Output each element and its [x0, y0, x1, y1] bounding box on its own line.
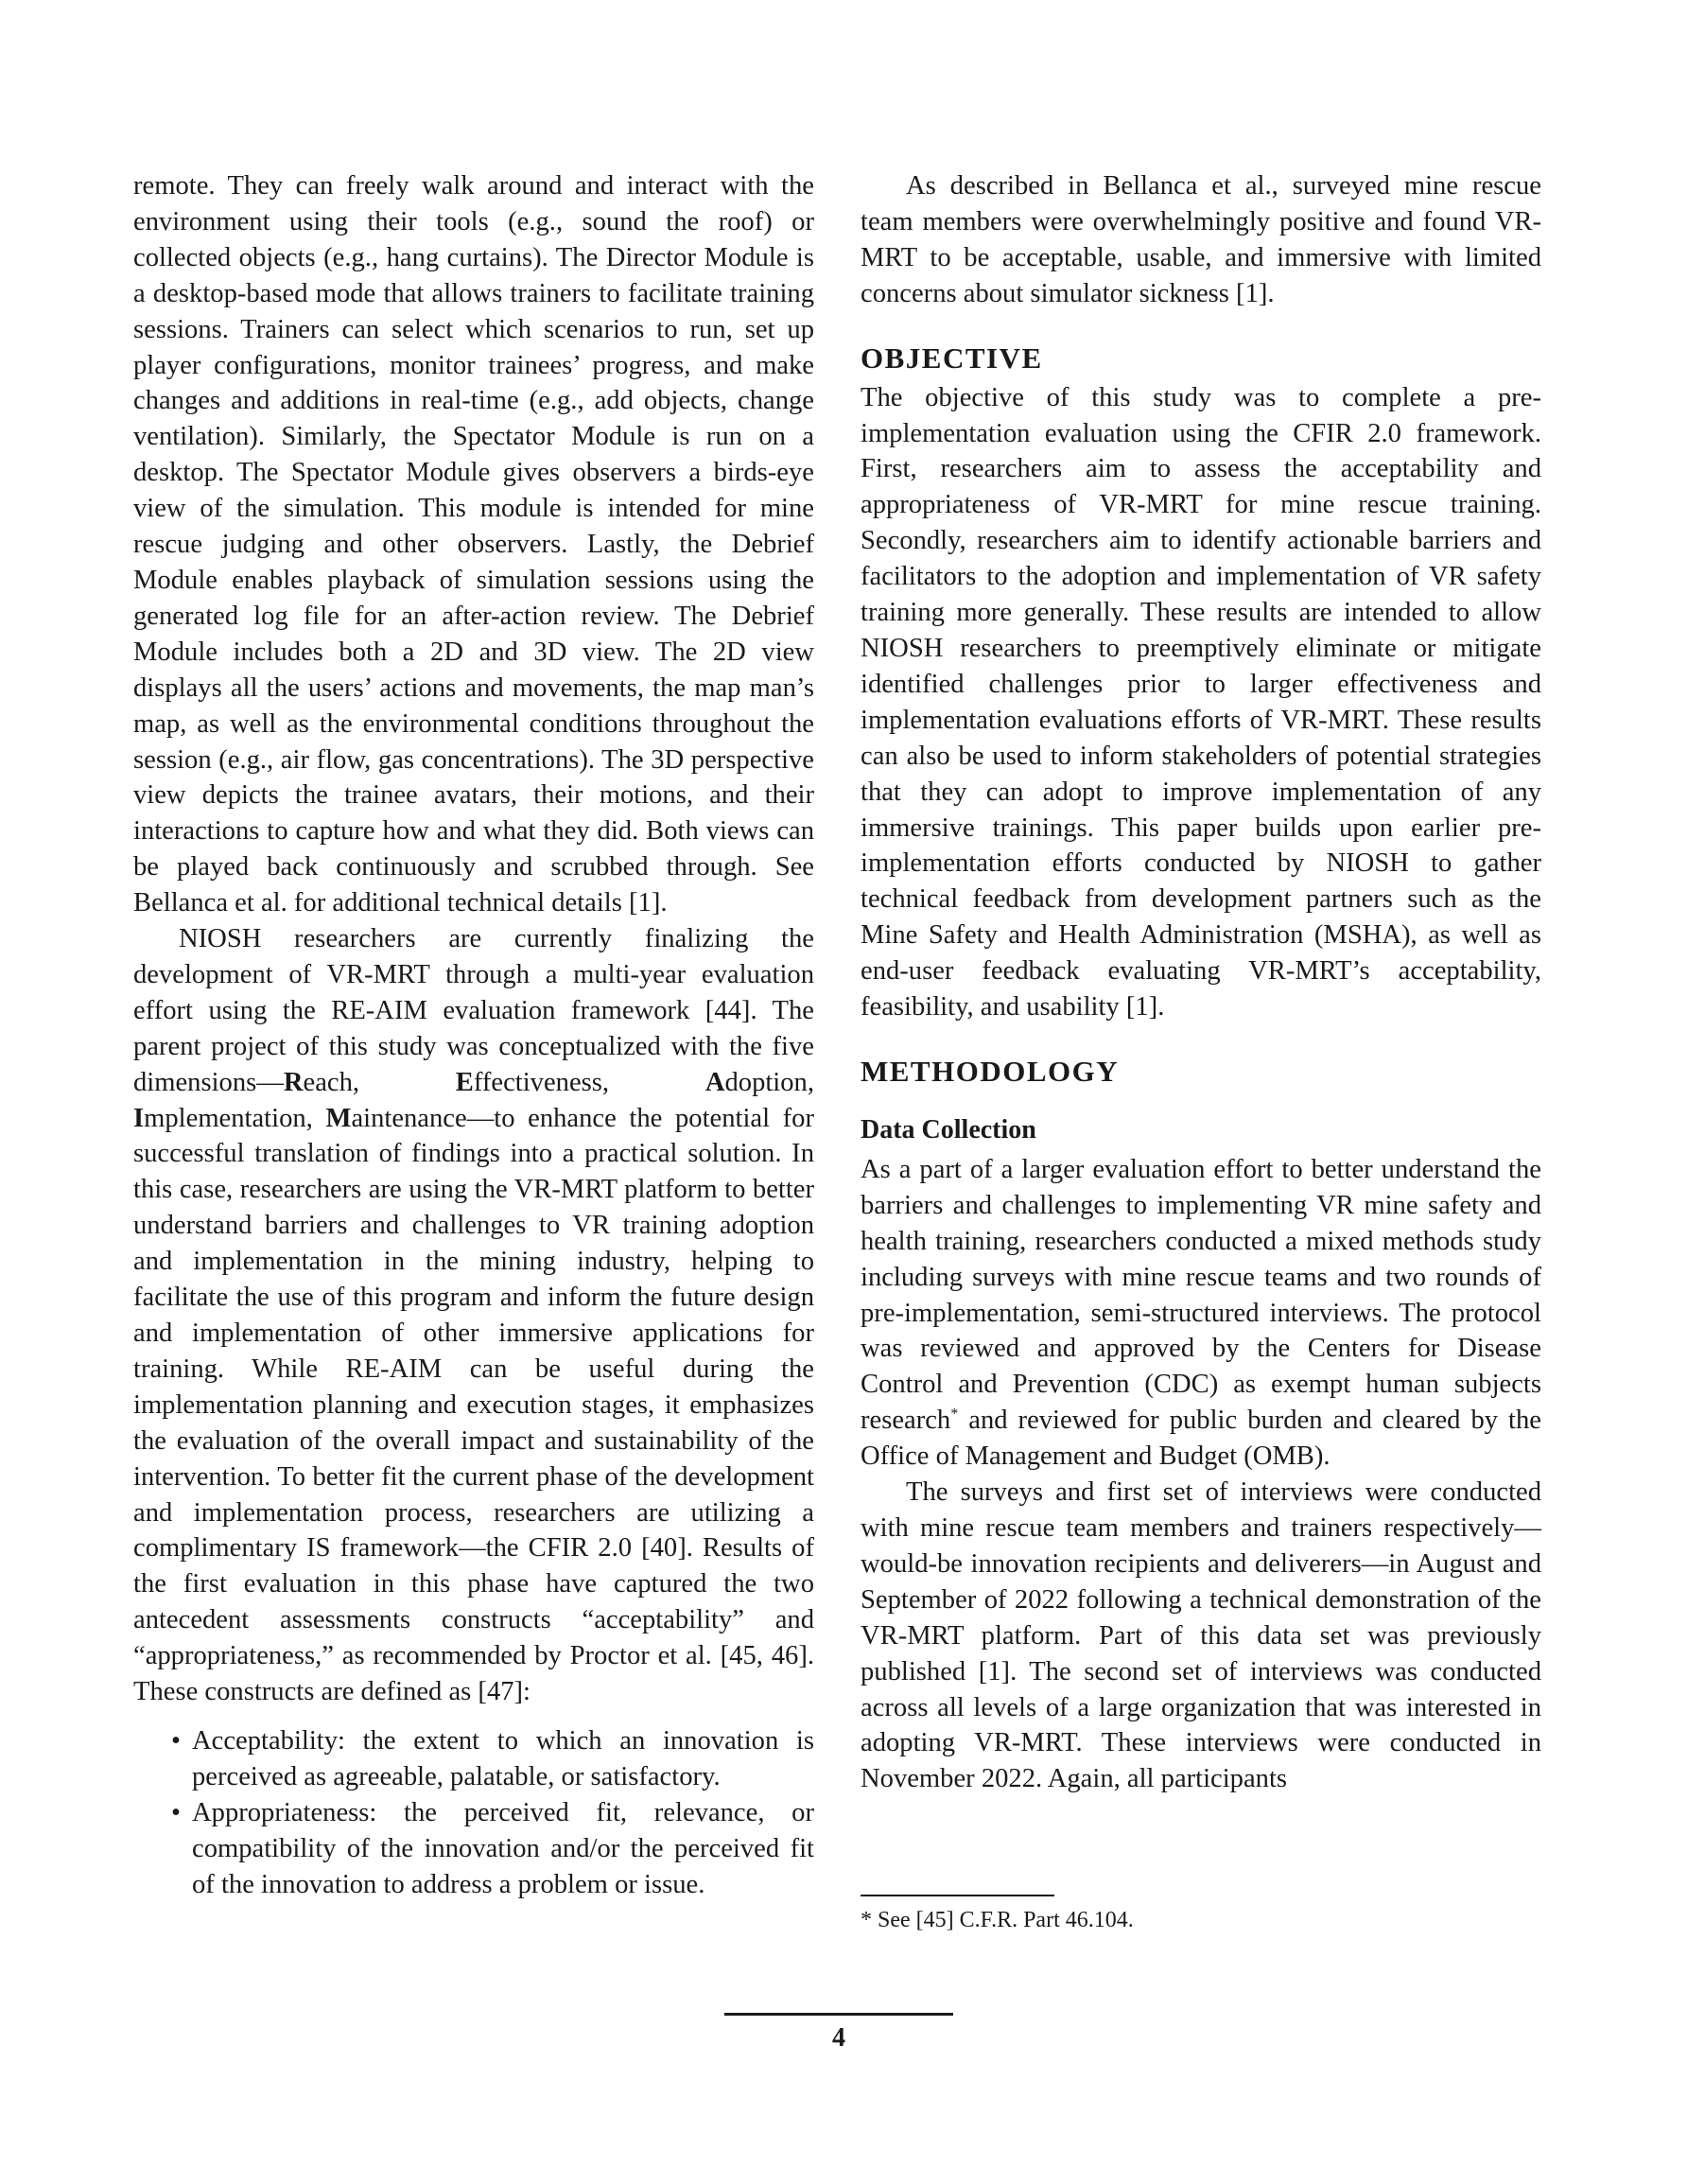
- list-item: [171, 1795, 814, 1903]
- bullet-icon: •: [171, 1797, 182, 1827]
- section-heading-methodology: METHODOLOGY: [861, 1054, 1120, 1088]
- reaim-rest: each,: [303, 1067, 456, 1097]
- paragraph-text: As a part of a larger evaluation effort to better understand the barriers and challenges to implementing VR mine safety and health training, researchers conducted a mixed methods study including surveys with mine rescue teams and two rounds of pre-implementation, semi-structured interviews. The protocol was reviewed and approved by the Centers for Disease Control and Prevention (CDC) as exempt human subjects research: [861, 1154, 1541, 1436]
- reaim-initial: A: [704, 1067, 725, 1097]
- footnote: * See [45] C.F.R. Part 46.104.: [861, 1908, 1134, 1932]
- page-number: 4: [832, 2023, 845, 2053]
- paragraph-text: —to enhance the potential for successful translation of findings into a practical solution. In this case, researchers are using the VR-MRT platform to better understand barriers and challenges to VR training adoption and implementation in the mining industry, helping to facilitate the use of this program and inform the future design and implementation of other immersive applications for training. While RE-AIM can be useful during the implementation planning and execution stages, it emphasizes the evaluation of the overall impact and sustainability of the intervention. To better fit the current phase of the development and implementation process, researchers are utilizing a complimentary IS framework—the CFIR 2.0 [40]. Results of the first evaluation in this phase have captured the two antecedent assessments constructs “acceptability” and “appropriateness,” as recommended by Proctor et al. [45, 46]. These constructs are defined as [47]:: [133, 1103, 814, 1707]
- list-item-text: Appropriateness: the perceived fit, relevance, or compatibility of the innovation and/or the perceived fit of the innovation to address a problem or issue.: [192, 1797, 814, 1899]
- paragraph-text: and reviewed for public burden and cleared by the Office of Management and Budget (OMB).: [861, 1406, 1541, 1472]
- body-paragraph: remote. They can freely walk around and interact with the environment using their tools (e.g., sound the roof) or collected objects (e.g., hang curtains). The Director Module is a desktop-based mode that allows trainers to facilitate training sessions. Trainers can select which scenarios to run, set up player configurations, monitor trainees’ progress, and make changes and additions in real-time (e.g., add objects, change ventilation). Similarly, the Spectator Module is run on a desktop. The Spectator Module gives observers a birds-eye view of the simulation. This module is intended for mine rescue judging and other observers. Lastly, the Debrief Module enables playback of simulation sessions using the generated log file for an after-action review. The Debrief Module includes both a 2D and 3D view. The 2D view displays all the users’ actions and movements, the map man’s map, as well as the environmental conditions throughout the session (e.g., air flow, gas concentrations). The 3D perspective view depicts the trainee avatars, their motions, and their interactions to capture how and what they did. Both views can be played back continuously and scrubbed through. See Bellanca et al. for additional technical details [1].: [133, 171, 814, 918]
- left-column: [133, 168, 814, 1903]
- definition-list: [133, 1723, 814, 1903]
- footnote-divider: [861, 1895, 1054, 1896]
- reaim-rest: mplementation,: [144, 1103, 326, 1133]
- reaim-initial: E: [455, 1067, 474, 1097]
- list-item-text: Acceptability: the extent to which an innovation is perceived as agreeable, palatable, or satisfactory.: [192, 1725, 814, 1791]
- body-paragraph: [133, 921, 814, 1710]
- subsection-heading-data-collection: Data Collection: [861, 1114, 1036, 1144]
- bullet-icon: •: [171, 1725, 182, 1756]
- paragraph-text: NIOSH researchers are currently finalizing the development of VR-MRT through a multi-year evaluation effort using the RE-AIM evaluation framework [44]. The parent project of this study was conceptualized with the five dimensions—: [133, 924, 814, 1097]
- body-paragraph: The surveys and first set of interviews were conducted with mine rescue team members and trainers respectively—would-be innovation recipients and deliverers—in August and September of 2022 following a technical demonstration of the VR-MRT platform. Part of this data set was previously published [1]. The second set of interviews was conducted across all levels of a large organization that was interested in adopting VR-MRT. These interviews were conducted in November 2022. Again, all participants: [861, 1477, 1541, 1794]
- footnote-marker: *: [950, 1406, 959, 1423]
- reaim-initial: R: [283, 1067, 304, 1097]
- body-paragraph: [861, 1152, 1541, 1475]
- reaim-rest: aintenance: [351, 1103, 467, 1133]
- list-item: [171, 1723, 814, 1795]
- reaim-initial: M: [325, 1103, 352, 1133]
- reaim-rest: ffectiveness,: [473, 1067, 705, 1097]
- reaim-rest: doption,: [724, 1067, 814, 1097]
- page-number-divider: [724, 2013, 953, 2016]
- body-paragraph: As described in Bellanca et al., surveyed mine rescue team members were overwhelmingly positive and found VR-MRT to be acceptable, usable, and immersive with limited concerns about simulator sickness [1].: [861, 171, 1541, 308]
- body-paragraph: The objective of this study was to complete a pre-implementation evaluation using the CFIR 2.0 framework. First, researchers aim to assess the acceptability and appropriateness of VR-MRT for mine rescue training. Secondly, researchers aim to identify actionable barriers and facilitators to the adoption and implementation of VR safety training more generally. These results are intended to allow NIOSH researchers to preemptively eliminate or mitigate identified challenges prior to larger effectiveness and implementation evaluations efforts of VR-MRT. These results can also be used to inform stakeholders of potential strategies that they can adopt to improve implementation of any immersive trainings. This paper builds upon earlier pre-implementation efforts conducted by NIOSH to gather technical feedback from development partners such as the Mine Safety and Health Administration (MSHA), as well as end-user feedback evaluating VR-MRT’s acceptability, feasibility, and usability [1].: [861, 382, 1541, 1022]
- section-heading-objective: OBJECTIVE: [861, 341, 1043, 375]
- reaim-initial: I: [133, 1103, 145, 1133]
- right-column: [861, 168, 1541, 1797]
